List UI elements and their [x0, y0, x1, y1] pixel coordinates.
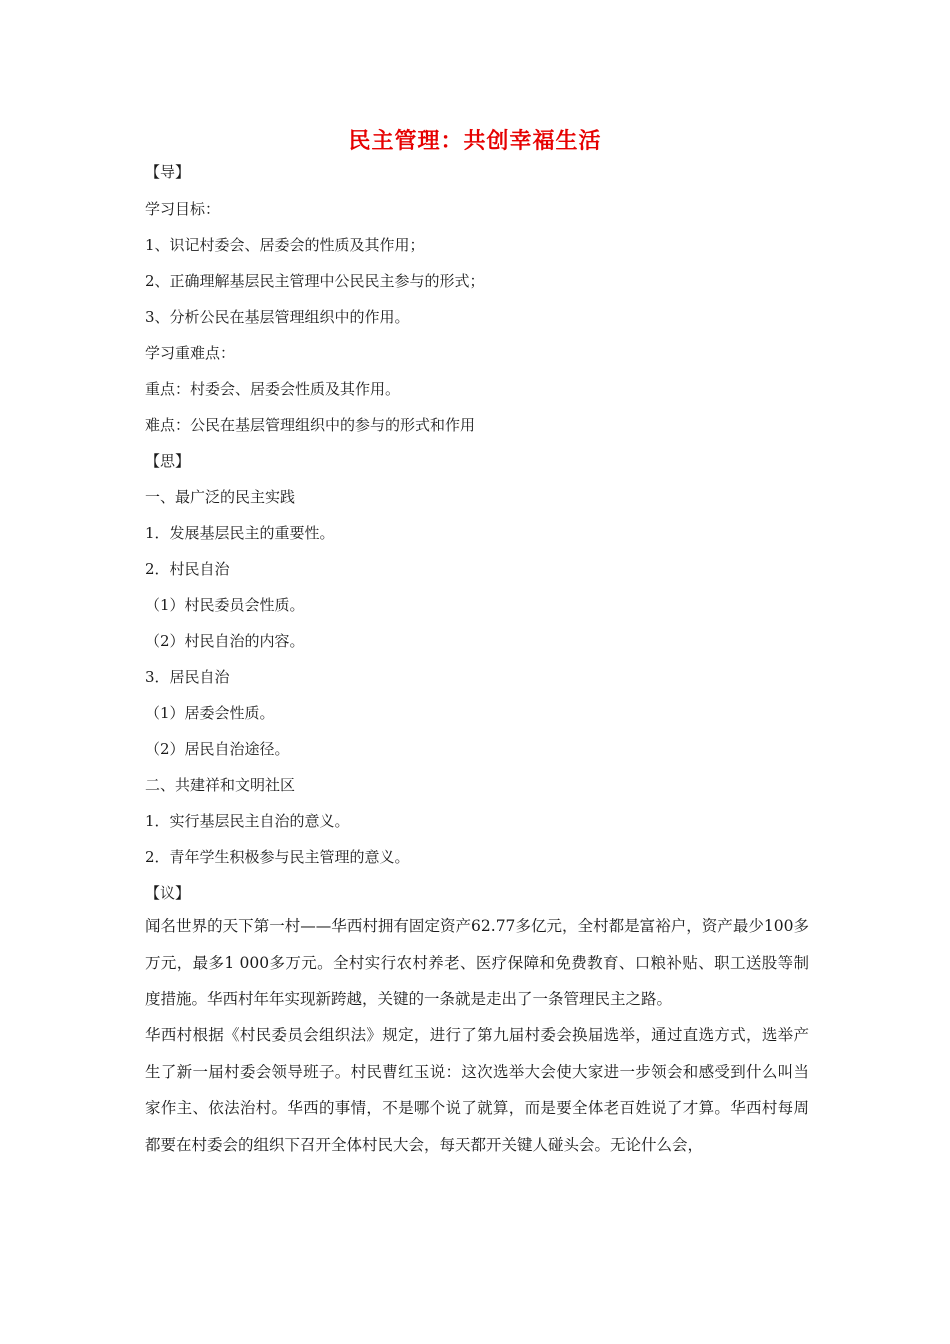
outline-item: （1）居委会性质。: [145, 704, 275, 722]
difficulty-point: 难点：公民在基层管理组织中的参与的形式和作用: [145, 416, 476, 434]
outline-item: （1）村民委员会性质。: [145, 596, 305, 614]
key-points-heading: 学习重难点：: [145, 344, 236, 362]
discussion-paragraph-1: 闻名世界的天下第一村——华西村拥有固定资产62.77多亿元，全村都是富裕户，资产最少100多万元，最多1 000多万元。全村实行农村养老、医疗保障和免费教育、口粮补贴、职工送股等制度措施。华西村年年实现新跨越，关键的一条就是走出了一条管理民主之路。: [145, 917, 809, 1008]
goal-item: 2、正确理解基层民主管理中公民民主参与的形式；: [145, 272, 485, 290]
outline-item: 一、最广泛的民主实践: [145, 488, 296, 506]
page-title: 民主管理：共创幸福生活: [348, 129, 602, 154]
discussion-paragraph-2: 华西村根据《村民委员会组织法》规定，进行了第九届村委会换届选举，通过直选方式，选举产生了新一届村委会领导班子。村民曹红玉说：这次选举大会使大家进一步领会和感受到什么叫当家作主、依法治村。华西的事情，不是哪个说了就算，而是要全体老百姓说了才算。华西村每周都要在村委会的组织下召开全体村民大会，每天都开关键人碰头会。无论什么会，: [145, 1026, 809, 1154]
outline-item: （2）居民自治途径。: [145, 740, 290, 758]
outline-item: 3．居民自治: [145, 668, 230, 686]
outline-item: 2．青年学生积极参与民主管理的意义。: [145, 848, 410, 866]
outline-item: 2．村民自治: [145, 560, 230, 578]
learning-goals-heading: 学习目标：: [145, 200, 221, 218]
focus-point: 重点：村委会、居委会性质及其作用。: [145, 380, 401, 398]
section-si-heading: 【思】: [145, 452, 191, 470]
outline-item: 二、共建祥和文明社区: [145, 776, 296, 794]
goal-item: 1、识记村委会、居委会的性质及其作用；: [145, 236, 425, 254]
outline-item: 1．发展基层民主的重要性。: [145, 524, 335, 542]
section-yi-heading: 【议】: [145, 884, 191, 902]
outline-item: （2）村民自治的内容。: [145, 632, 305, 650]
section-dao-heading: 【导】: [145, 163, 191, 181]
outline-item: 1．实行基层民主自治的意义。: [145, 812, 350, 830]
goal-item: 3、分析公民在基层管理组织中的作用。: [145, 308, 410, 326]
